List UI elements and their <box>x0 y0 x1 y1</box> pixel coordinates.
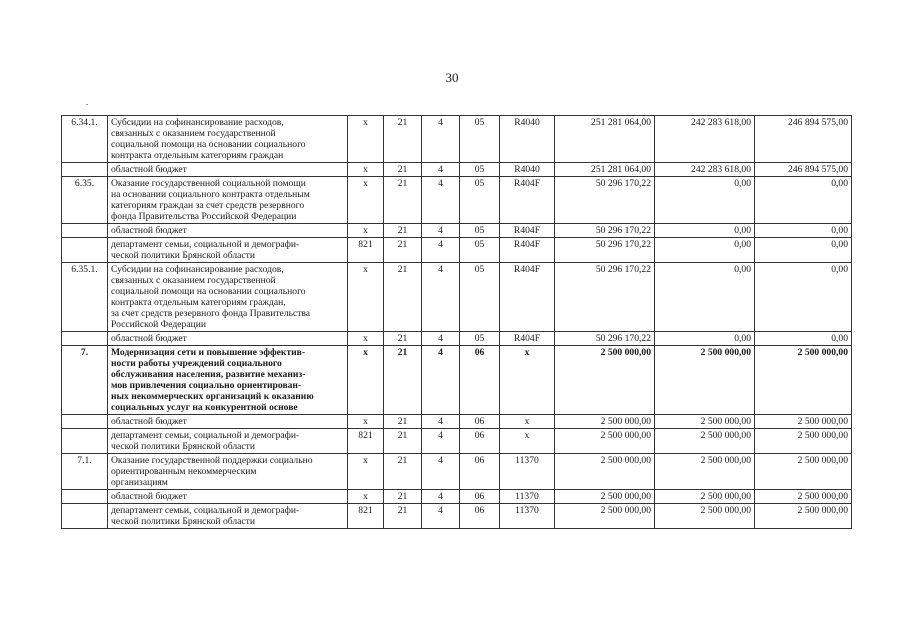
grbs-code-cell: 821 <box>348 429 384 454</box>
row-name-cell: департамент семьи, социальной и демографи- ческой политики Брянской области <box>108 238 348 263</box>
amount-year2-cell: 2 500 000,00 <box>655 490 755 504</box>
state-program-code-cell: 21 <box>384 490 422 504</box>
target-article-cell: 11370 <box>500 504 555 529</box>
row-name-cell: областной бюджет <box>108 490 348 504</box>
amount-year3-cell: 246 894 575,00 <box>755 116 852 163</box>
grbs-code-cell: 821 <box>348 504 384 529</box>
amount-year2-cell: 0,00 <box>655 332 755 346</box>
amount-year3-cell: 0,00 <box>755 238 852 263</box>
amount-year2-cell: 0,00 <box>655 224 755 238</box>
state-program-code-cell: 21 <box>384 238 422 263</box>
amount-year2-cell: 0,00 <box>655 238 755 263</box>
amount-year1-cell: 2 500 000,00 <box>555 504 655 529</box>
amount-year1-cell: 2 500 000,00 <box>555 490 655 504</box>
amount-year1-cell: 2 500 000,00 <box>555 454 655 490</box>
row-number-cell: 7.1. <box>62 454 108 490</box>
row-name-cell: областной бюджет <box>108 224 348 238</box>
grbs-code-cell: х <box>348 332 384 346</box>
amount-year3-cell: 2 500 000,00 <box>755 346 852 415</box>
activity-code-cell: 05 <box>460 238 500 263</box>
table-row <box>62 263 852 332</box>
budget-table <box>61 115 852 529</box>
amount-year2-cell: 2 500 000,00 <box>655 504 755 529</box>
activity-code-cell: 05 <box>460 263 500 332</box>
target-article-cell: х <box>500 429 555 454</box>
grbs-code-cell: х <box>348 346 384 415</box>
subprogram-code-cell: 4 <box>422 490 460 504</box>
amount-year3-cell: 0,00 <box>755 332 852 346</box>
activity-code-cell: 06 <box>460 429 500 454</box>
state-program-code-cell: 21 <box>384 504 422 529</box>
grbs-code-cell: х <box>348 163 384 177</box>
amount-year1-cell: 50 296 170,22 <box>555 177 655 224</box>
subprogram-code-cell: 4 <box>422 504 460 529</box>
row-name-cell: Оказание государственной поддержки социально ориентированным некоммерческим организациям <box>108 454 348 490</box>
amount-year2-cell: 2 500 000,00 <box>655 415 755 429</box>
row-number-cell <box>62 504 108 529</box>
amount-year2-cell: 2 500 000,00 <box>655 429 755 454</box>
row-name-cell: департамент семьи, социальной и демографи- ческой политики Брянской области <box>108 504 348 529</box>
amount-year3-cell: 0,00 <box>755 224 852 238</box>
state-program-code-cell: 21 <box>384 263 422 332</box>
amount-year3-cell: 2 500 000,00 <box>755 490 852 504</box>
state-program-code-cell: 21 <box>384 454 422 490</box>
amount-year2-cell: 0,00 <box>655 263 755 332</box>
state-program-code-cell: 21 <box>384 177 422 224</box>
state-program-code-cell: 21 <box>384 346 422 415</box>
row-name-cell: Оказание государственной социальной помощи на основании социального контракта отдельным категориям граждан за счет средств резервного фонда Правительства Российской Федерации <box>108 177 348 224</box>
amount-year3-cell: 2 500 000,00 <box>755 454 852 490</box>
amount-year3-cell: 0,00 <box>755 263 852 332</box>
amount-year3-cell: 2 500 000,00 <box>755 429 852 454</box>
row-name-cell: областной бюджет <box>108 332 348 346</box>
amount-year3-cell: 246 894 575,00 <box>755 163 852 177</box>
state-program-code-cell: 21 <box>384 415 422 429</box>
row-number-cell <box>62 238 108 263</box>
grbs-code-cell: х <box>348 263 384 332</box>
state-program-code-cell: 21 <box>384 332 422 346</box>
row-name-cell: Модернизация сети и повышение эффектив- ности работы учреждений социального обслуживания населения, развитие механиз- мов привлечения социально ориентирован- ных некоммерческих организаций к оказанию социальных услуг на конкурентной основе <box>108 346 348 415</box>
activity-code-cell: 05 <box>460 177 500 224</box>
amount-year1-cell: 2 500 000,00 <box>555 346 655 415</box>
subprogram-code-cell: 4 <box>422 263 460 332</box>
target-article-cell: R404F <box>500 238 555 263</box>
amount-year2-cell: 2 500 000,00 <box>655 346 755 415</box>
row-number-cell <box>62 415 108 429</box>
amount-year3-cell: 2 500 000,00 <box>755 504 852 529</box>
subprogram-code-cell: 4 <box>422 224 460 238</box>
amount-year1-cell: 50 296 170,22 <box>555 332 655 346</box>
target-article-cell: R4040 <box>500 116 555 163</box>
amount-year3-cell: 0,00 <box>755 177 852 224</box>
amount-year3-cell: 2 500 000,00 <box>755 415 852 429</box>
activity-code-cell: 05 <box>460 332 500 346</box>
state-program-code-cell: 21 <box>384 429 422 454</box>
amount-year1-cell: 50 296 170,22 <box>555 224 655 238</box>
table-row <box>62 116 852 163</box>
state-program-code-cell: 21 <box>384 116 422 163</box>
target-article-cell: 11370 <box>500 454 555 490</box>
table-row <box>62 163 852 177</box>
activity-code-cell: 06 <box>460 490 500 504</box>
table-row <box>62 346 852 415</box>
amount-year1-cell: 2 500 000,00 <box>555 415 655 429</box>
row-name-cell: департамент семьи, социальной и демографи- ческой политики Брянской области <box>108 429 348 454</box>
amount-year1-cell: 50 296 170,22 <box>555 263 655 332</box>
state-program-code-cell: 21 <box>384 224 422 238</box>
amount-year1-cell: 50 296 170,22 <box>555 238 655 263</box>
table-row <box>62 490 852 504</box>
amount-year1-cell: 251 281 064,00 <box>555 116 655 163</box>
table-body <box>62 116 852 529</box>
activity-code-cell: 05 <box>460 163 500 177</box>
row-number-cell: 7. <box>62 346 108 415</box>
amount-year2-cell: 0,00 <box>655 177 755 224</box>
amount-year2-cell: 2 500 000,00 <box>655 454 755 490</box>
target-article-cell: R404F <box>500 224 555 238</box>
subprogram-code-cell: 4 <box>422 415 460 429</box>
row-number-cell <box>62 490 108 504</box>
grbs-code-cell: х <box>348 177 384 224</box>
subprogram-code-cell: 4 <box>422 346 460 415</box>
activity-code-cell: 06 <box>460 504 500 529</box>
activity-code-cell: 05 <box>460 224 500 238</box>
grbs-code-cell: х <box>348 490 384 504</box>
grbs-code-cell: х <box>348 415 384 429</box>
target-article-cell: R404F <box>500 332 555 346</box>
page-number: 30 <box>445 70 459 85</box>
grbs-code-cell: х <box>348 116 384 163</box>
amount-year2-cell: 242 283 618,00 <box>655 116 755 163</box>
table-row <box>62 332 852 346</box>
table-row <box>62 238 852 263</box>
row-name-cell: областной бюджет <box>108 163 348 177</box>
row-number-cell: 6.35. <box>62 177 108 224</box>
row-number-cell: 6.35.1. <box>62 263 108 332</box>
row-name-cell: Субсидии на софинансирование расходов, связанных с оказанием государственной социальной помощи на основании социального контракта отдельным категориям граждан, за счет средств резервного фонда Правительства Российской Федерации <box>108 263 348 332</box>
row-number-cell <box>62 332 108 346</box>
table-row <box>62 454 852 490</box>
activity-code-cell: 06 <box>460 346 500 415</box>
row-number-cell <box>62 224 108 238</box>
subprogram-code-cell: 4 <box>422 238 460 263</box>
grbs-code-cell: х <box>348 454 384 490</box>
amount-year2-cell: 242 283 618,00 <box>655 163 755 177</box>
subprogram-code-cell: 4 <box>422 332 460 346</box>
row-name-cell: областной бюджет <box>108 415 348 429</box>
subprogram-code-cell: 4 <box>422 163 460 177</box>
activity-code-cell: 06 <box>460 415 500 429</box>
target-article-cell: R404F <box>500 177 555 224</box>
target-article-cell: 11370 <box>500 490 555 504</box>
state-program-code-cell: 21 <box>384 163 422 177</box>
amount-year1-cell: 251 281 064,00 <box>555 163 655 177</box>
target-article-cell: х <box>500 415 555 429</box>
table-row <box>62 415 852 429</box>
activity-code-cell: 06 <box>460 454 500 490</box>
subprogram-code-cell: 4 <box>422 454 460 490</box>
target-article-cell: R4040 <box>500 163 555 177</box>
activity-code-cell: 05 <box>460 116 500 163</box>
grbs-code-cell: 821 <box>348 238 384 263</box>
row-name-cell: Субсидии на софинансирование расходов, связанных с оказанием государственной социальной помощи на основании социального контракта отдельным категориям граждан <box>108 116 348 163</box>
grbs-code-cell: х <box>348 224 384 238</box>
amount-year1-cell: 2 500 000,00 <box>555 429 655 454</box>
target-article-cell: х <box>500 346 555 415</box>
row-number-cell: 6.34.1. <box>62 116 108 163</box>
target-article-cell: R404F <box>500 263 555 332</box>
table-row <box>62 224 852 238</box>
table-row <box>62 504 852 529</box>
subprogram-code-cell: 4 <box>422 177 460 224</box>
subprogram-code-cell: 4 <box>422 429 460 454</box>
row-number-cell <box>62 163 108 177</box>
table-row <box>62 177 852 224</box>
row-number-cell <box>62 429 108 454</box>
table-row <box>62 429 852 454</box>
scan-speck <box>86 104 88 105</box>
subprogram-code-cell: 4 <box>422 116 460 163</box>
